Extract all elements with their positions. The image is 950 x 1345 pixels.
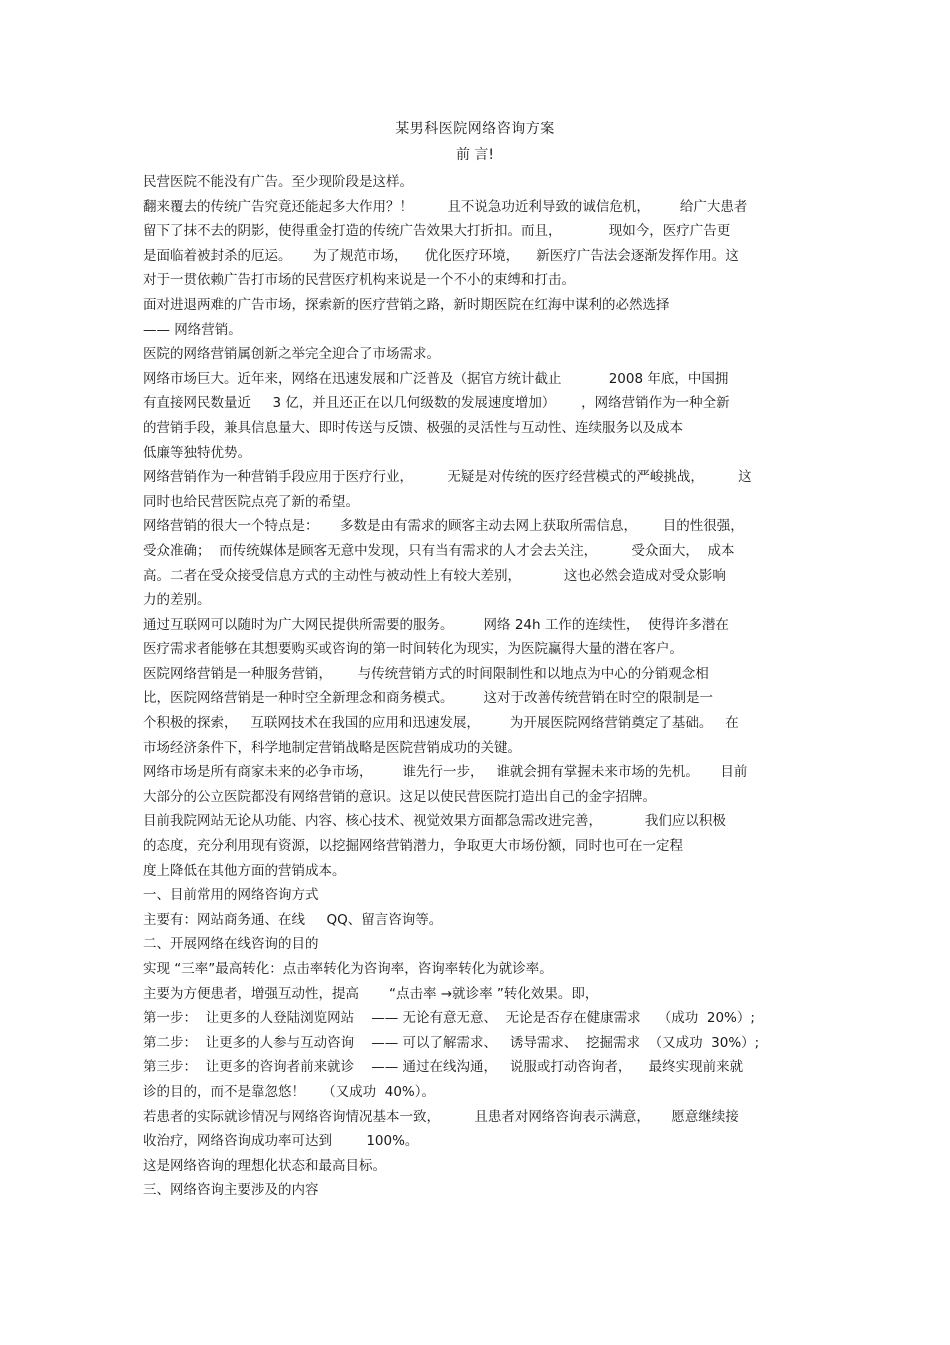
text-line: 市场经济条件下，科学地制定营销战略是医院营销成功的关键。 [143,739,521,756]
text-line: 一、目前常用的网络咨询方式 [143,887,319,904]
text-line: 目前我院网站无论从功能、内容、核心技术、视觉效果方面都急需改进完善， 我们应以积极 [143,813,726,830]
text-line: 同时也给民营医院点亮了新的希望。 [143,493,359,510]
text-line: 网络营销作为一种营销手段应用于医疗行业， 无疑是对传统的医疗经营模式的严峻挑战， 这 [143,469,752,486]
text-line: 网络市场是所有商家未来的必争市场， 谁先行一步， 谁就会拥有掌握未来市场的先机。 目前 [143,764,748,781]
text-line: 网络市场巨大。近年来，网络在迅速发展和广泛普及（据官方统计截止 2008 年底，中国拥 [143,370,729,387]
text-line: 第一步： 让更多的人登陆浏览网站 —— 无论有意无意、 无论是否存在健康需求 （成功 20%）; [143,1010,755,1027]
text-line: 网络营销的很大一个特点是： 多数是由有需求的顾客主动去网上获取所需信息， 目的性很强， [143,518,744,535]
text-line: 翻来覆去的传统广告究竟还能起多大作用？！ 且不说急功近利导致的诚信危机， 给广大患者 [143,198,748,215]
text-line: 个积极的探索， 互联网技术在我国的应用和迅速发展， 为开展医院网络营销奠定了基础。 在 [143,715,739,732]
preface-heading: 前 言! [455,147,495,163]
text-line: 医院网络营销是一种服务营销， 与传统营销方式的时间限制性和以地点为中心的分销观念相 [143,665,709,682]
document-title: 某男科医院网络咨询方案 [395,121,555,137]
text-line: 诊的目的，而不是靠忽悠！ （又成功 40%）。 [143,1083,436,1100]
text-line: 比，医院网络营销是一种时空全新理念和商务模式。 这对于改善传统营销在时空的限制是一 [143,690,714,707]
text-line: 力的差别。 [143,592,211,609]
text-line: 收治疗，网络咨询成功率可达到 100%。 [143,1133,419,1150]
text-line: 低廉等独特优势。 [143,444,251,461]
text-line: 第二步： 让更多的人参与互动咨询 —— 可以了解需求、 诱导需求、 挖掘需求 （又成功 30%）; [143,1034,760,1051]
text-line: 若患者的实际就诊情况与网络咨询情况基本一致， 且患者对网络咨询表示满意， 愿意继续接 [143,1108,739,1125]
text-line: 第三步： 让更多的咨询者前来就诊 —— 通过在线沟通， 说服或打动咨询者， 最终实现前来就 [143,1059,744,1076]
text-line: 三、网络咨询主要涉及的内容 [143,1182,319,1199]
text-line: 主要有：网站商务通、在线 QQ、留言咨询等。 [143,911,443,928]
text-line: 主要为方便患者，增强互动性，提高 “点击率 →就诊率 ”转化效果。即， [143,985,599,1002]
text-line: 二、开展网络在线咨询的目的 [143,936,319,953]
text-line: 对于一贯依赖广告打市场的民营医疗机构来说是一个不小的束缚和打击。 [143,272,575,289]
text-line: 面对进退两难的广告市场，探索新的医疗营销之路，新时期医院在红海中谋利的必然选择 [143,296,670,313]
text-line: 医院的网络营销属创新之举完全迎合了市场需求。 [143,346,440,363]
text-line: 受众准确； 而传统媒体是顾客无意中发现，只有当有需求的人才会去关注， 受众面大， 成本 [143,542,735,559]
text-line: 是面临着被封杀的厄运。 为了规范市场， 优化医疗环境， 新医疗广告法会逐渐发挥作用。这 [143,247,739,264]
text-line: 通过互联网可以随时为广大网民提供所需要的服务。 网络 24h 工作的连续性， 使得许多潜在 [143,616,729,633]
text-line: 实现 “三率”最高转化：点击率转化为咨询率，咨询率转化为就诊率。 [143,961,553,977]
text-line: 大部分的公立医院都没有网络营销的意识。这足以使民营医院打造出自己的金字招牌。 [143,788,656,805]
text-line: 的态度，充分利用现有资源，以挖掘网络营销潜力，争取更大市场份额，同时也可在一定程 [143,838,683,855]
text-line: 高。二者在受众接受信息方式的主动性与被动性上有较大差别， 这也必然会造成对受众影响 [143,567,726,584]
text-line: 留下了抹不去的阴影，使得重金打造的传统广告效果大打折扣。而且， 现如今，医疗广告更 [143,223,731,240]
text-line: 的营销手段，兼具信息量大、即时传送与反馈、极强的灵活性与互动性、连续服务以及成本 [143,419,683,436]
text-line: 这是网络咨询的理想化状态和最高目标。 [143,1157,386,1174]
text-line: 医疗需求者能够在其想要购买或咨询的第一时间转化为现实，为医院赢得大量的潜在客户。 [143,641,683,658]
text-line: 度上降低在其他方面的营销成本。 [143,862,346,879]
text-line: 有直接网民数量近 3 亿，并且还正在以几何级数的发展速度增加） ，网络营销作为一种全新 [143,395,730,412]
document-body [143,170,813,1203]
text-line: —— 网络营销。 [143,321,242,338]
text-line: 民营医院不能没有广告。至少现阶段是这样。 [143,174,413,190]
